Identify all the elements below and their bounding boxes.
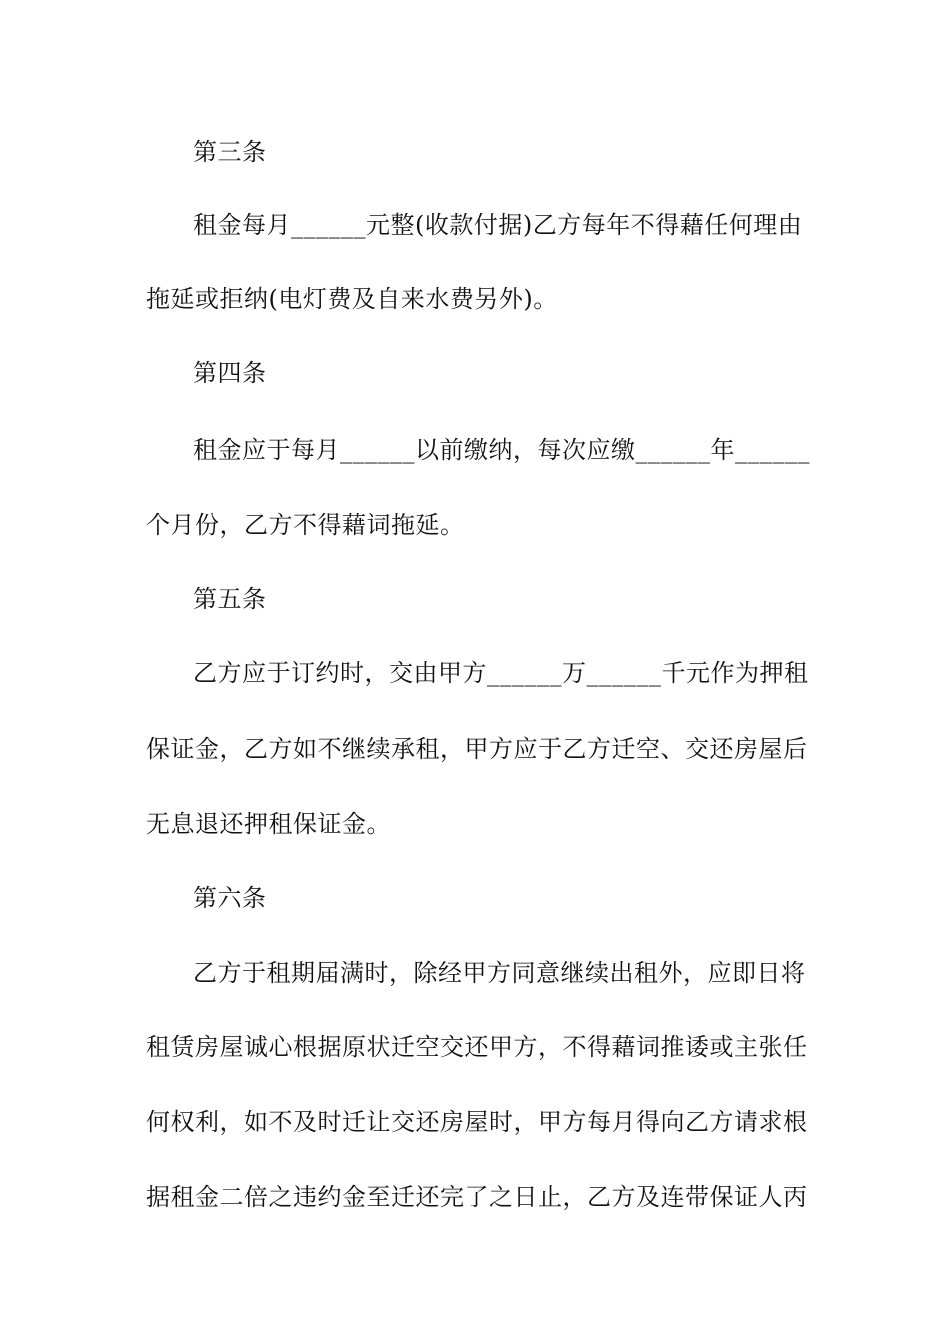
paragraph-line: 拖延或拒纳(电灯费及自来水费另外)。 xyxy=(146,285,558,313)
paragraph-line: 租金应于每月______以前缴纳，每次应缴______年______ xyxy=(193,436,810,464)
paragraph-line: 乙方应于订约时，交由甲方______万______千元作为押租 xyxy=(193,659,809,687)
article-5-heading: 第五条 xyxy=(193,585,267,613)
article-4-heading: 第四条 xyxy=(193,359,267,387)
article-3-heading: 第三条 xyxy=(193,138,267,166)
paragraph-line: 据租金二倍之违约金至迁还完了之日止，乙方及连带保证人丙 xyxy=(146,1183,808,1211)
paragraph-line: 乙方于租期届满时，除经甲方同意继续出租外，应即日将 xyxy=(193,959,806,987)
paragraph-line: 租赁房屋诚心根据原状迁空交还甲方，不得藉词推诿或主张任 xyxy=(146,1033,808,1061)
paragraph-line: 何权利，如不及时迁让交还房屋时，甲方每月得向乙方请求根 xyxy=(146,1108,808,1136)
paragraph-line: 保证金，乙方如不继续承租，甲方应于乙方迁空、交还房屋后 xyxy=(146,735,808,763)
article-6-heading: 第六条 xyxy=(193,884,267,912)
paragraph-line: 个月份，乙方不得藉词拖延。 xyxy=(146,511,465,539)
paragraph-line: 无息退还押租保证金。 xyxy=(146,810,391,838)
paragraph-line: 租金每月______元整(收款付据)乙方每年不得藉任何理由 xyxy=(193,211,803,239)
